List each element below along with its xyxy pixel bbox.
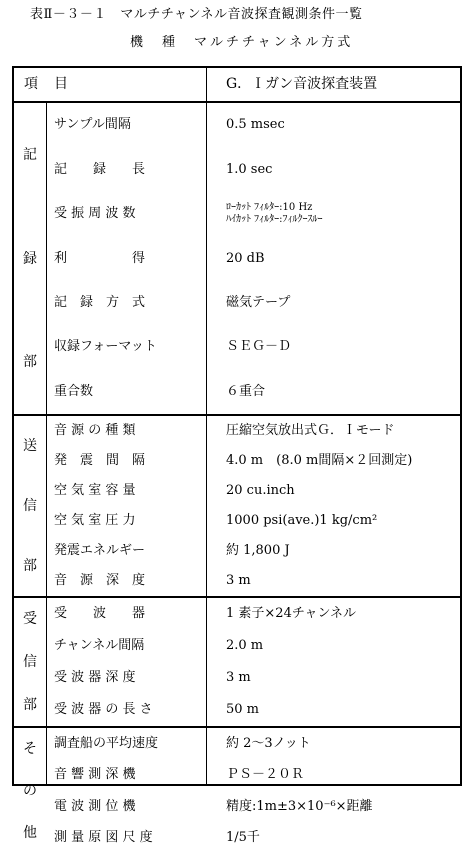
row-item: 受 波 器: [54, 606, 146, 621]
row-item: 音 源 の 種 類: [54, 423, 136, 438]
row-value: 4.0 m (8.0 m間隔×２回測定): [226, 453, 413, 468]
row-item: 発 震 間 隔: [54, 453, 146, 468]
row-item: 重合数: [54, 383, 94, 399]
row-value: ＰＳ－２０Ｒ: [226, 767, 305, 783]
row-value: ﾛｰｶｯﾄ ﾌｨﾙﾀｰ:10 Hz: [226, 202, 313, 214]
row-value: 約 2〜3ノット: [226, 735, 311, 751]
row-item: 電 波 測 位 機: [54, 798, 136, 814]
row-item: 空 気 室 圧 力: [54, 513, 136, 528]
group-rule: [14, 596, 460, 598]
row-value-2: ﾊｲｶｯﾄ ﾌｨﾙﾀｰ:ﾌｨﾙｸｰｽﾙｰ: [226, 214, 323, 226]
group-label-char: 記: [23, 146, 37, 163]
row-value: 1 素子×24チャンネル: [226, 606, 357, 621]
row-value: 20 dB: [226, 250, 265, 266]
row-item: 音 源 深 度: [54, 573, 146, 588]
group-rule: [14, 414, 460, 416]
row-item: サンプル間隔: [54, 117, 131, 133]
row-value: ＳＥＧ－Ｄ: [226, 339, 292, 355]
group-label-char: 受: [23, 611, 37, 628]
header-group: 項: [24, 76, 38, 92]
group-label-char: の: [23, 783, 37, 799]
row-value: 1000 psi(ave.)1 kg/cm²: [226, 513, 378, 528]
group-label-char: そ: [23, 741, 37, 757]
group-label-char: 部: [23, 696, 37, 713]
conditions-table: [12, 66, 462, 846]
row-value: 1.0 sec: [226, 161, 273, 177]
row-item: 音 響 測 深 機: [54, 767, 136, 783]
row-value: 約 1,800 J: [226, 543, 290, 558]
row-item: 調査船の平均速度: [54, 735, 159, 751]
row-value: ６重合: [226, 383, 266, 399]
row-value: 1/5千: [226, 830, 260, 846]
row-item: 受 振 周 波 数: [54, 206, 136, 222]
row-item: 利 得: [54, 250, 146, 266]
group-label-char: 録: [23, 250, 37, 267]
row-item: 受 波 器 深 度: [54, 670, 136, 685]
group-label-char: 他: [23, 825, 37, 841]
group-label-char: 信: [23, 654, 37, 670]
header-value: G．Ｉガン音波探査装置: [226, 76, 378, 92]
header-item: 目: [54, 76, 68, 92]
table-title: 表Ⅱ－３－１ マルチチャンネル音波探査観測条件一覧: [30, 7, 363, 22]
row-item: 記 録 長: [54, 161, 146, 177]
group-label-char: 部: [23, 558, 37, 574]
row-value: 50 m: [226, 702, 260, 717]
group-label-char: 部: [23, 354, 37, 371]
group-label-char: 信: [23, 498, 37, 514]
row-value: 2.0 m: [226, 638, 264, 653]
group-rule: [14, 726, 460, 728]
group-divider: [46, 102, 47, 784]
row-item: 発震エネルギー: [54, 543, 146, 558]
row-item: 受 波 器 の 長 さ: [54, 702, 153, 717]
row-item: 空 気 室 容 量: [54, 483, 136, 498]
row-item: チャンネル間隔: [54, 638, 145, 653]
group-label-char: 送: [23, 438, 37, 454]
row-value: 0.5 msec: [226, 117, 285, 133]
row-value: 3 m: [226, 573, 251, 588]
row-value: 圧縮空気放出式Ｇ．Ｉモード: [226, 423, 395, 438]
row-value: 磁気テープ: [226, 294, 291, 310]
row-value: 20 cu.inch: [226, 483, 295, 498]
row-item: 収録フォーマット: [54, 339, 157, 355]
table-subtitle: 機 種 マルチチャンネル方式: [130, 35, 354, 50]
row-item: 測 量 原 図 尺 度: [54, 830, 153, 846]
row-value: 精度:1m±3×10⁻⁶×距離: [226, 798, 373, 814]
row-item: 記 録 方 式: [54, 294, 146, 310]
row-value: 3 m: [226, 670, 251, 685]
value-divider: [206, 68, 207, 784]
header-rule: [14, 101, 460, 103]
